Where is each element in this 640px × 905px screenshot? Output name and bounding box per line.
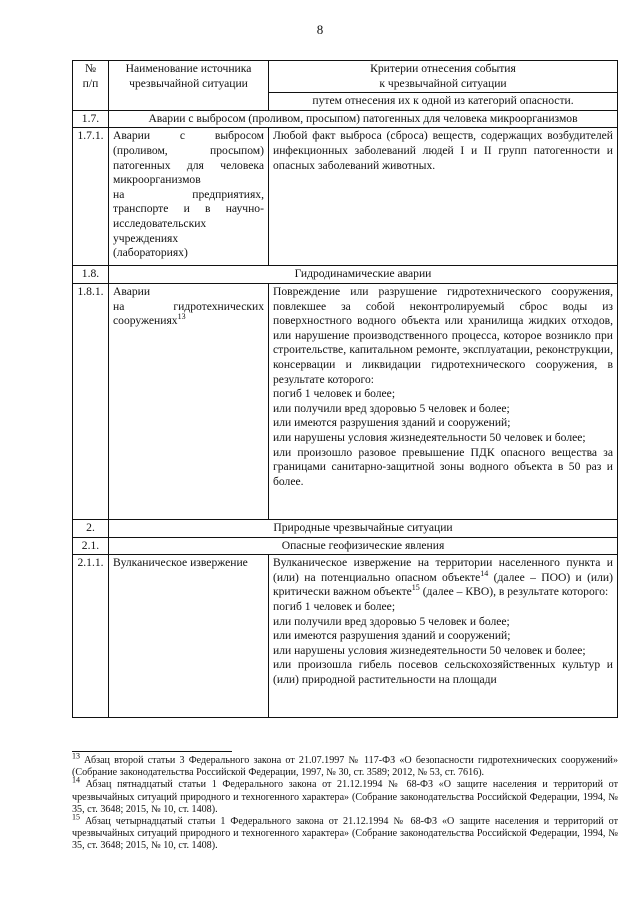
row-number: 2.1.1. (73, 555, 109, 718)
continuation-text: путем отнесения их к одной из категорий опасности. (269, 93, 618, 111)
section-row-2 (73, 519, 618, 537)
source-cell: Аварии с выбросом (проливом, просыпом) патогенных для человека микроорганизмов на предприятиях, транспорте и в научно- исследовательских учреждениях (лабораториях) (109, 128, 269, 266)
row-number: 1.7.1. (73, 128, 109, 266)
footnote-ref: 14 (480, 568, 489, 578)
footnote-15: $^{15}$ Абзац четырнадцатый статьи 1 Федерального закона от 21.12.1994 № 68-ФЗ «О защите населения и территорий от чрезвычайных ситуаций природного и техногенного характера» (Собрание законодательства Российской Федерации, 1994, № 35, ст. 3648; 2015, № 10, ст. 1408). (72, 812, 618, 852)
section-title: Природные чрезвычайные ситуации (109, 519, 618, 537)
footnote-separator (72, 751, 232, 752)
footnotes (72, 751, 618, 853)
section-row-1-8 (73, 266, 618, 284)
section-number: 2.1. (73, 537, 109, 555)
header-source: Наименование источника чрезвычайной ситуации (109, 61, 269, 111)
section-row-2-1 (73, 537, 618, 555)
source-cell: Вулканическое извержение (109, 555, 269, 718)
criteria-cell: Повреждение или разрушение гидротехнического сооружения, повлекшее за собой неконтролируемый сброс воды из поверхностного водного объекта или хранилища жидких отходов, или нарушение производственного процесса, которое возникло при строительстве, капитальном ремонте, эксплуатации, реконструкции, консервации и ликвидации гидротехнического сооружения, в результате которого: погиб 1 человек и более; или получили вред здоровью 5 человек и более; или имеются разрушения зданий и сооружений; или нарушены условия жизнедеятельности 50 человек и более; или произошло разовое превышение ПДК опасного вещества за границами санитарно-защитной зоны водного объекта в 50 раз и более. (269, 283, 618, 519)
section-title: Аварии с выбросом (проливом, просыпом) патогенных для человека микроорганизмов (109, 110, 618, 128)
criteria-cell: Вулканическое извержение на территории населенного пункта и (или) на потенциально опасном объекте$^{14}$ (далее – ПОО) и (или) критически важном объекте$^{15}$ (далее – КВО), в результате которого: погиб 1 человек и более; или получили вред здоровью 5 человек и более; или имеются разрушения зданий и сооружений; или нарушены условия жизнедеятельности 50 человек и более; или произошла гибель посевов сельскохозяйственных культур и (или) природной растительности на площади (269, 555, 618, 718)
section-row-1-7 (73, 110, 618, 128)
table-row-1-7-1 (73, 128, 618, 266)
footnote-13: $^{13}$ Абзац второй статьи 3 Федерального закона от 21.07.1997 № 117-ФЗ «О безопасности гидротехнических сооружений» (Собрание законодательства Российской Федерации, 1997, № 30, ст. 3589; 2012, № 53, ст. 7616). (72, 751, 618, 779)
footnote-ref: 13 (177, 312, 186, 322)
section-title: Гидродинамические аварии (109, 266, 618, 284)
section-title: Опасные геофизические явления (109, 537, 618, 555)
section-number: 1.7. (73, 110, 109, 128)
section-number: 2. (73, 519, 109, 537)
source-word: Аварии (113, 129, 151, 143)
source-cell: Аварии на гидротехнических сооружениях$^{13}$ (109, 283, 269, 519)
header-criteria: Критерии отнесения события к чрезвычайной ситуации (269, 61, 618, 93)
footnote-ref: 15 (411, 583, 420, 593)
criteria-cell: Любой факт выброса (сброса) веществ, содержащих возбудителей инфекционных заболеваний людей I и II групп патогенности и опасных заболеваний животных. (269, 128, 618, 266)
table-header-row (73, 61, 618, 93)
page-number: 8 (316, 22, 324, 37)
header-number: № п/п (73, 61, 109, 111)
emergency-criteria-table (72, 60, 618, 718)
footnote-14: $^{14}$ Абзац пятнадцатый статьи 1 Федерального закона от 21.12.1994 № 68-ФЗ «О защите населения и территорий от чрезвычайных ситуаций природного и техногенного характера» (Собрание законодательства Российской Федерации, 1994, № 35, ст. 3648; 2015, № 10, ст. 1408). (72, 776, 618, 815)
table-row-1-8-1 (73, 283, 618, 519)
table-row-2-1-1 (73, 555, 618, 718)
section-number: 1.8. (73, 266, 109, 284)
row-number: 1.8.1. (73, 283, 109, 519)
